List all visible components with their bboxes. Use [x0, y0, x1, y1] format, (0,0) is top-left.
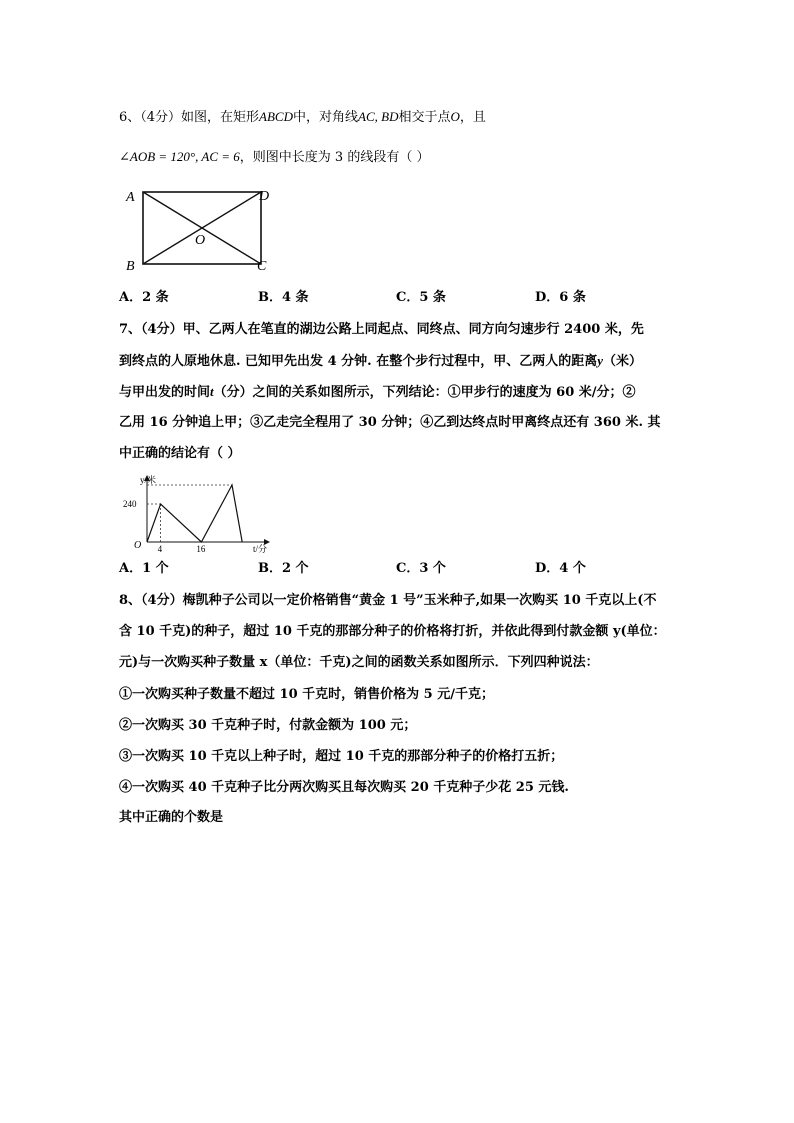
q8-item-2: ②一次购买 30 千克种子时，付款金额为 100 元； [119, 718, 417, 733]
q8-item-1: ①一次购买种子数量不超过 10 千克时，销售价格为 5 元/千克； [119, 687, 494, 702]
x-tick-4: 4 [157, 544, 163, 554]
q8-line1: 8、（4分）梅凯种子公司以一定价格销售“黄金 1 号”玉米种子,如果一次购买 10 千克以上(不 [119, 593, 657, 608]
label-o: O [195, 233, 206, 248]
q7-line3: 与甲出发的时间t（分）之间的关系如图所示，下列结论：①甲步行的速度为 60 米/分；② [119, 384, 636, 400]
q8-closing: 其中正确的个数是 [119, 810, 224, 825]
label-a: A [126, 190, 135, 205]
q7-var-y: y [597, 353, 603, 368]
q8-line2: 含 10 千克)的种子，超过 10 千克的那部分种子的价格将打折，并依此得到付款金额 y(单位： [119, 624, 666, 639]
label-b: B [126, 259, 135, 274]
q7-line2: 到终点的人原地休息. 已知甲先出发 4 分钟. 在整个步行过程中，甲、乙两人的距离y（米） [119, 353, 642, 369]
q7-chart [119, 472, 279, 554]
q6-condition: ∠AOB = 120°, AC = 6 [119, 149, 240, 164]
q8-item-4: ④一次购买 40 千克种子比分两次购买且每次购买 20 千克种子少花 25 元钱. [119, 780, 569, 795]
q6-option-b: B．4 条 [258, 290, 309, 305]
q6-option-a: A．2 条 [119, 290, 169, 305]
q8-item-3: ③一次购买 10 千克以上种子时，超过 10 千克的那部分种子的价格打五折； [119, 749, 564, 764]
q6-line1: 6、（4分）如图，在矩形ABCD中，对角线AC, BD相交于点O，且 [119, 109, 486, 125]
q7-var-t: t [210, 384, 214, 399]
q7-line1: 7、（4分）甲、乙两人在笔直的湖边公路上同起点、同终点、同方向匀速步行 2400 米，先 [119, 322, 644, 337]
q6-line2: ∠AOB = 120°, AC = 6，则图中长度为 3 的线段有（ ） [119, 149, 430, 165]
x-axis-label: t/分 [253, 544, 268, 554]
series-distance-line [147, 485, 242, 542]
q7-line4: 乙用 16 分钟追上甲；③乙走完全程用了 30 分钟；④乙到达终点时甲离终点还有 360 米. 其 [119, 415, 661, 430]
q7-option-c: C．3 个 [396, 561, 446, 576]
q6-diagonals: AC, BD [358, 109, 399, 124]
x-tick-16: 16 [196, 544, 206, 554]
q7-option-b: B．2 个 [258, 561, 309, 576]
q7-line5: 中正确的结论有（ ） [119, 446, 241, 461]
label-d: D [259, 189, 270, 204]
origin-label: O [134, 540, 142, 551]
q6-rect-name: ABCD [259, 109, 293, 124]
q6-rectangle-figure [119, 180, 279, 275]
q6-option-c: C．5 条 [396, 290, 446, 305]
y-tick-240: 240 [123, 499, 137, 509]
q7-option-a: A．1 个 [119, 561, 169, 576]
q6-option-d: D．6 条 [535, 290, 586, 305]
label-c: C [257, 259, 267, 274]
q7-option-d: D．4 个 [535, 561, 586, 576]
q6-point-o: O [450, 109, 460, 124]
y-axis-label: y/米 [140, 475, 157, 485]
q8-line3: 元)与一次购买种子数量 x（单位：千克)之间的函数关系如图所示．下列四种说法： [119, 655, 599, 670]
